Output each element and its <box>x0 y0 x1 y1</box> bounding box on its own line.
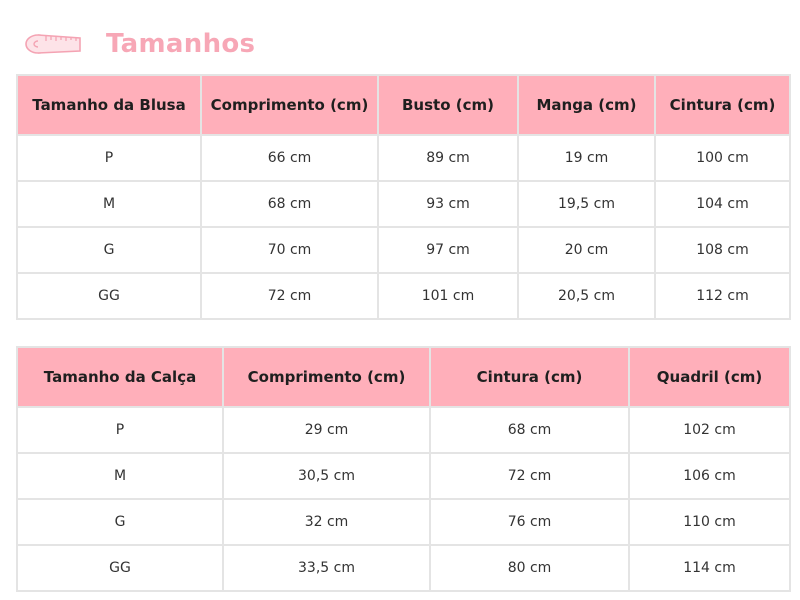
size-cell: G <box>17 227 201 273</box>
column-header: Tamanho da Blusa <box>17 75 201 135</box>
column-header: Tamanho da Calça <box>17 347 223 407</box>
size-cell: GG <box>17 273 201 319</box>
bust-cell: 97 cm <box>378 227 518 273</box>
blouse-size-table <box>16 74 791 320</box>
pants-size-table <box>16 346 791 592</box>
length-cell: 70 cm <box>201 227 378 273</box>
table-row <box>17 545 790 591</box>
length-cell: 68 cm <box>201 181 378 227</box>
table-row <box>17 181 790 227</box>
sleeve-cell: 20 cm <box>518 227 655 273</box>
column-header: Quadril (cm) <box>629 347 790 407</box>
bust-cell: 89 cm <box>378 135 518 181</box>
table-row <box>17 499 790 545</box>
table-header-row <box>17 347 790 407</box>
hip-cell: 106 cm <box>629 453 790 499</box>
waist-cell: 72 cm <box>430 453 629 499</box>
column-header: Manga (cm) <box>518 75 655 135</box>
size-cell: GG <box>17 545 223 591</box>
length-cell: 29 cm <box>223 407 430 453</box>
waist-cell: 76 cm <box>430 499 629 545</box>
size-cell: P <box>17 407 223 453</box>
sleeve-cell: 20,5 cm <box>518 273 655 319</box>
length-cell: 32 cm <box>223 499 430 545</box>
column-header: Busto (cm) <box>378 75 518 135</box>
length-cell: 33,5 cm <box>223 545 430 591</box>
table-row <box>17 227 790 273</box>
hip-cell: 102 cm <box>629 407 790 453</box>
measuring-tape-icon <box>24 29 84 59</box>
sleeve-cell: 19 cm <box>518 135 655 181</box>
length-cell: 66 cm <box>201 135 378 181</box>
table-row <box>17 135 790 181</box>
page-title: Tamanhos <box>106 29 256 59</box>
length-cell: 72 cm <box>201 273 378 319</box>
waist-cell: 104 cm <box>655 181 790 227</box>
size-cell: M <box>17 453 223 499</box>
size-cell: G <box>17 499 223 545</box>
table-row <box>17 453 790 499</box>
table-row <box>17 407 790 453</box>
page-header <box>24 26 255 62</box>
waist-cell: 68 cm <box>430 407 629 453</box>
size-cell: M <box>17 181 201 227</box>
sleeve-cell: 19,5 cm <box>518 181 655 227</box>
table-header-row <box>17 75 790 135</box>
hip-cell: 110 cm <box>629 499 790 545</box>
size-cell: P <box>17 135 201 181</box>
waist-cell: 100 cm <box>655 135 790 181</box>
hip-cell: 114 cm <box>629 545 790 591</box>
bust-cell: 101 cm <box>378 273 518 319</box>
column-header: Comprimento (cm) <box>201 75 378 135</box>
waist-cell: 108 cm <box>655 227 790 273</box>
column-header: Cintura (cm) <box>655 75 790 135</box>
waist-cell: 80 cm <box>430 545 629 591</box>
length-cell: 30,5 cm <box>223 453 430 499</box>
waist-cell: 112 cm <box>655 273 790 319</box>
bust-cell: 93 cm <box>378 181 518 227</box>
column-header: Cintura (cm) <box>430 347 629 407</box>
table-row <box>17 273 790 319</box>
column-header: Comprimento (cm) <box>223 347 430 407</box>
